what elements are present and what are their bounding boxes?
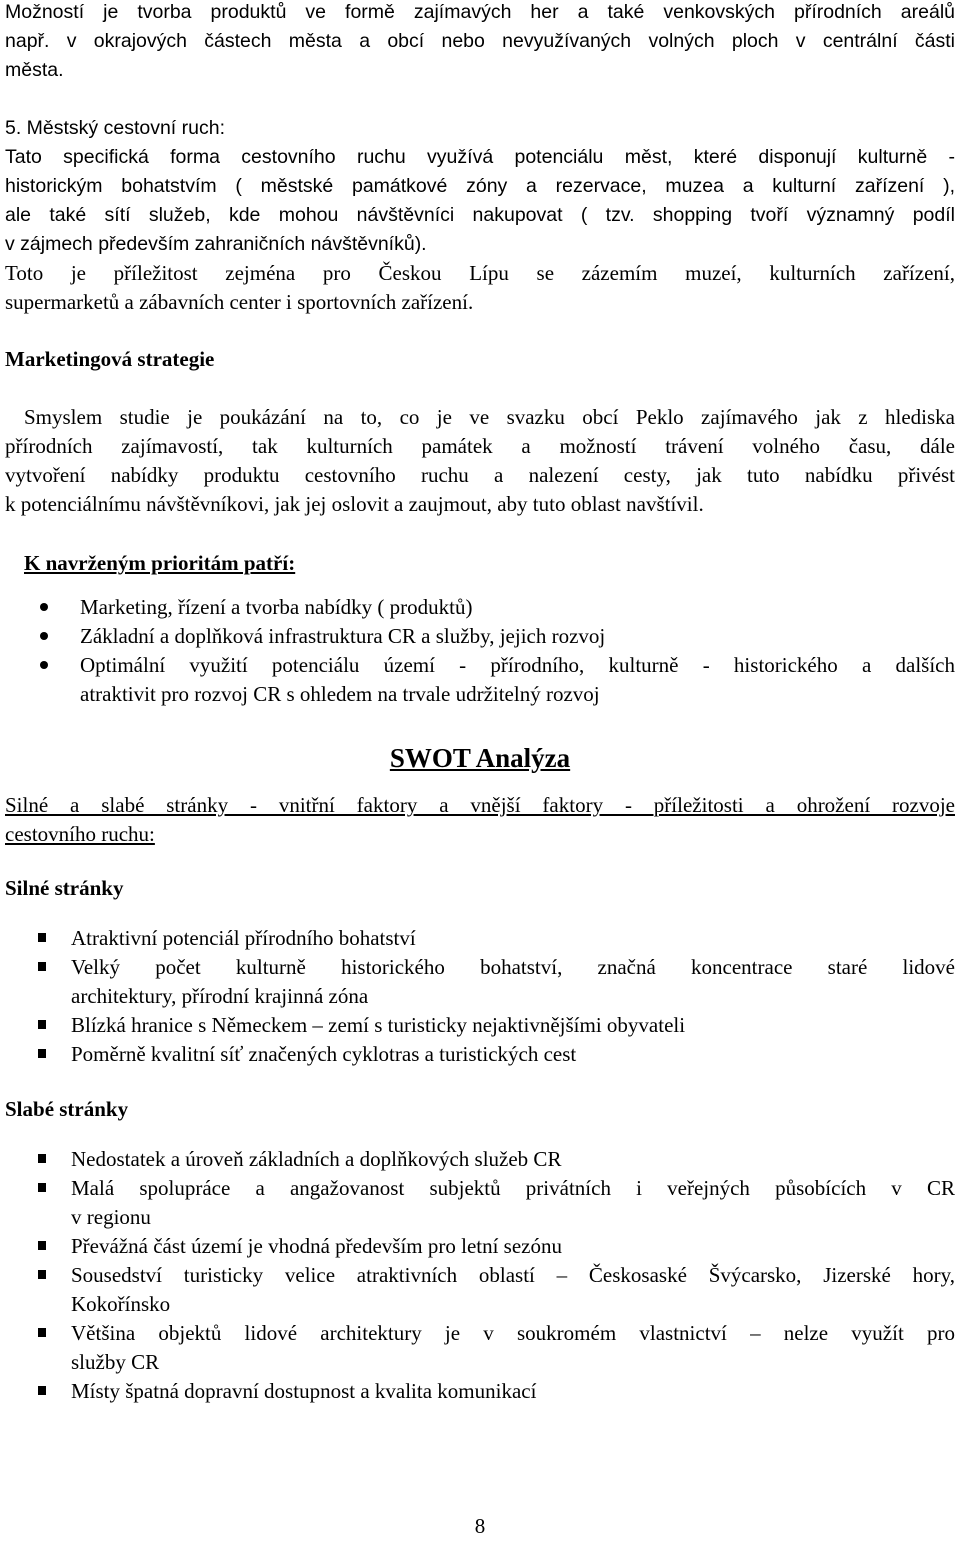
square-bullet-icon — [38, 1049, 46, 1058]
square-bullet-icon — [38, 1328, 46, 1337]
list-item-continuation: Kokořínsko — [71, 1292, 171, 1316]
list-item-continuation: v regionu — [71, 1205, 151, 1229]
square-bullet-icon — [38, 1386, 46, 1395]
square-bullet-icon — [38, 1270, 46, 1279]
list-item: Základní a doplňková infrastruktura CR a služby, jejich rozvoj — [80, 624, 606, 648]
square-bullet-icon — [38, 1020, 46, 1029]
body-line: k potenciálnímu návštěvníkovi, jak jej oslovit a zaujmout, aby tuto oblast navštívil. — [5, 492, 704, 516]
strengths-heading: Silné stránky — [5, 876, 124, 900]
list-item: Optimální využití potenciálu území - přírodního, kulturně - historického a dalších — [80, 653, 955, 677]
section-heading-urban: 5. Městský cestovní ruch: — [5, 117, 225, 139]
list-item: Atraktivní potenciál přírodního bohatství — [71, 926, 416, 950]
body-line: přírodních zajímavostí, tak kulturních památek a možností trávení volného času, dále — [5, 434, 955, 458]
list-item: Sousedství turisticky velice atraktivních oblastí – Českosaské Švýcarsko, Jizerské hory, — [71, 1263, 955, 1287]
body-line: Toto je příležitost zejména pro Českou Lípu se zázemím muzeí, kulturních zařízení, — [5, 261, 955, 285]
list-item-continuation: služby CR — [71, 1350, 160, 1374]
list-item: Nedostatek a úroveň základních a doplňkových služeb CR — [71, 1147, 562, 1171]
square-bullet-icon — [38, 1154, 46, 1163]
bullet-icon — [40, 661, 48, 669]
list-item: Malá spolupráce a angažovanost subjektů privátních i veřejných působících v CR — [71, 1176, 955, 1200]
swot-intro-line: cestovního ruchu: — [5, 822, 155, 846]
weaknesses-heading: Slabé stránky — [5, 1097, 129, 1121]
bullet-icon — [40, 632, 48, 640]
body-line: Smyslem studie je poukázání na to, co je ve svazku obcí Peklo zajímavého jak z hlediska — [24, 405, 955, 429]
body-line: historickým bohatstvím ( městské památkové zóny a rezervace, muzea a kulturní zařízení ), — [5, 175, 955, 197]
body-line: Tato specifická forma cestovního ruchu využívá potenciálu měst, které disponují kulturně - — [5, 146, 955, 168]
body-line: supermarketů a zábavních center i sportovních zařízení. — [5, 290, 474, 314]
bullet-icon — [40, 603, 48, 611]
list-item-continuation: architektury, přírodní krajinná zóna — [71, 984, 369, 1008]
section-heading-marketing: Marketingová strategie — [5, 347, 215, 371]
intro-line: města. — [5, 59, 64, 81]
list-item: Místy špatná dopravní dostupnost a kvalita komunikací — [71, 1379, 537, 1403]
swot-title: SWOT Analýza — [389, 743, 571, 773]
list-item: Většina objektů lidové architektury je v soukromém vlastnictví – nelze využít pro — [71, 1321, 955, 1345]
body-line: ale také sítí služeb, kde mohou návštěvníci nakupovat ( tzv. shopping tvoří významný podíl — [5, 204, 955, 226]
list-item: Marketing, řízení a tvorba nabídky ( produktů) — [80, 595, 473, 619]
square-bullet-icon — [38, 962, 46, 971]
swot-intro-line: Silné a slabé stránky - vnitřní faktory a vnější faktory - příležitosti a ohrožení rozvoje — [5, 793, 955, 817]
list-item: Blízká hranice s Německem – zemí s turisticky nejaktivnějšími obyvateli — [71, 1013, 686, 1037]
priorities-heading: K navrženým prioritám patří: — [24, 551, 296, 575]
list-item: Velký počet kulturně historického bohatství, značná koncentrace staré lidové — [71, 955, 955, 979]
intro-line: např. v okrajových částech města a obcí nebo nevyužívaných volných ploch v centrální části — [5, 30, 955, 52]
square-bullet-icon — [38, 933, 46, 942]
list-item-continuation: atraktivit pro rozvoj CR s ohledem na trvale udržitelný rozvoj — [80, 682, 600, 706]
list-item: Poměrně kvalitní síť značených cyklotras a turistických cest — [71, 1042, 577, 1066]
page-number: 8 — [474, 1514, 486, 1538]
intro-line: Možností je tvorba produktů ve formě zajímavých her a také venkovských přírodních areálů — [5, 1, 955, 23]
square-bullet-icon — [38, 1241, 46, 1250]
body-line: vytvoření nabídky produktu cestovního ruchu a nalezení cesty, jak tuto nabídku přivést — [5, 463, 955, 487]
list-item: Převážná část území je vhodná především pro letní sezónu — [71, 1234, 562, 1258]
body-line: v zájmech především zahraničních návštěvníků). — [5, 233, 427, 255]
square-bullet-icon — [38, 1183, 46, 1192]
